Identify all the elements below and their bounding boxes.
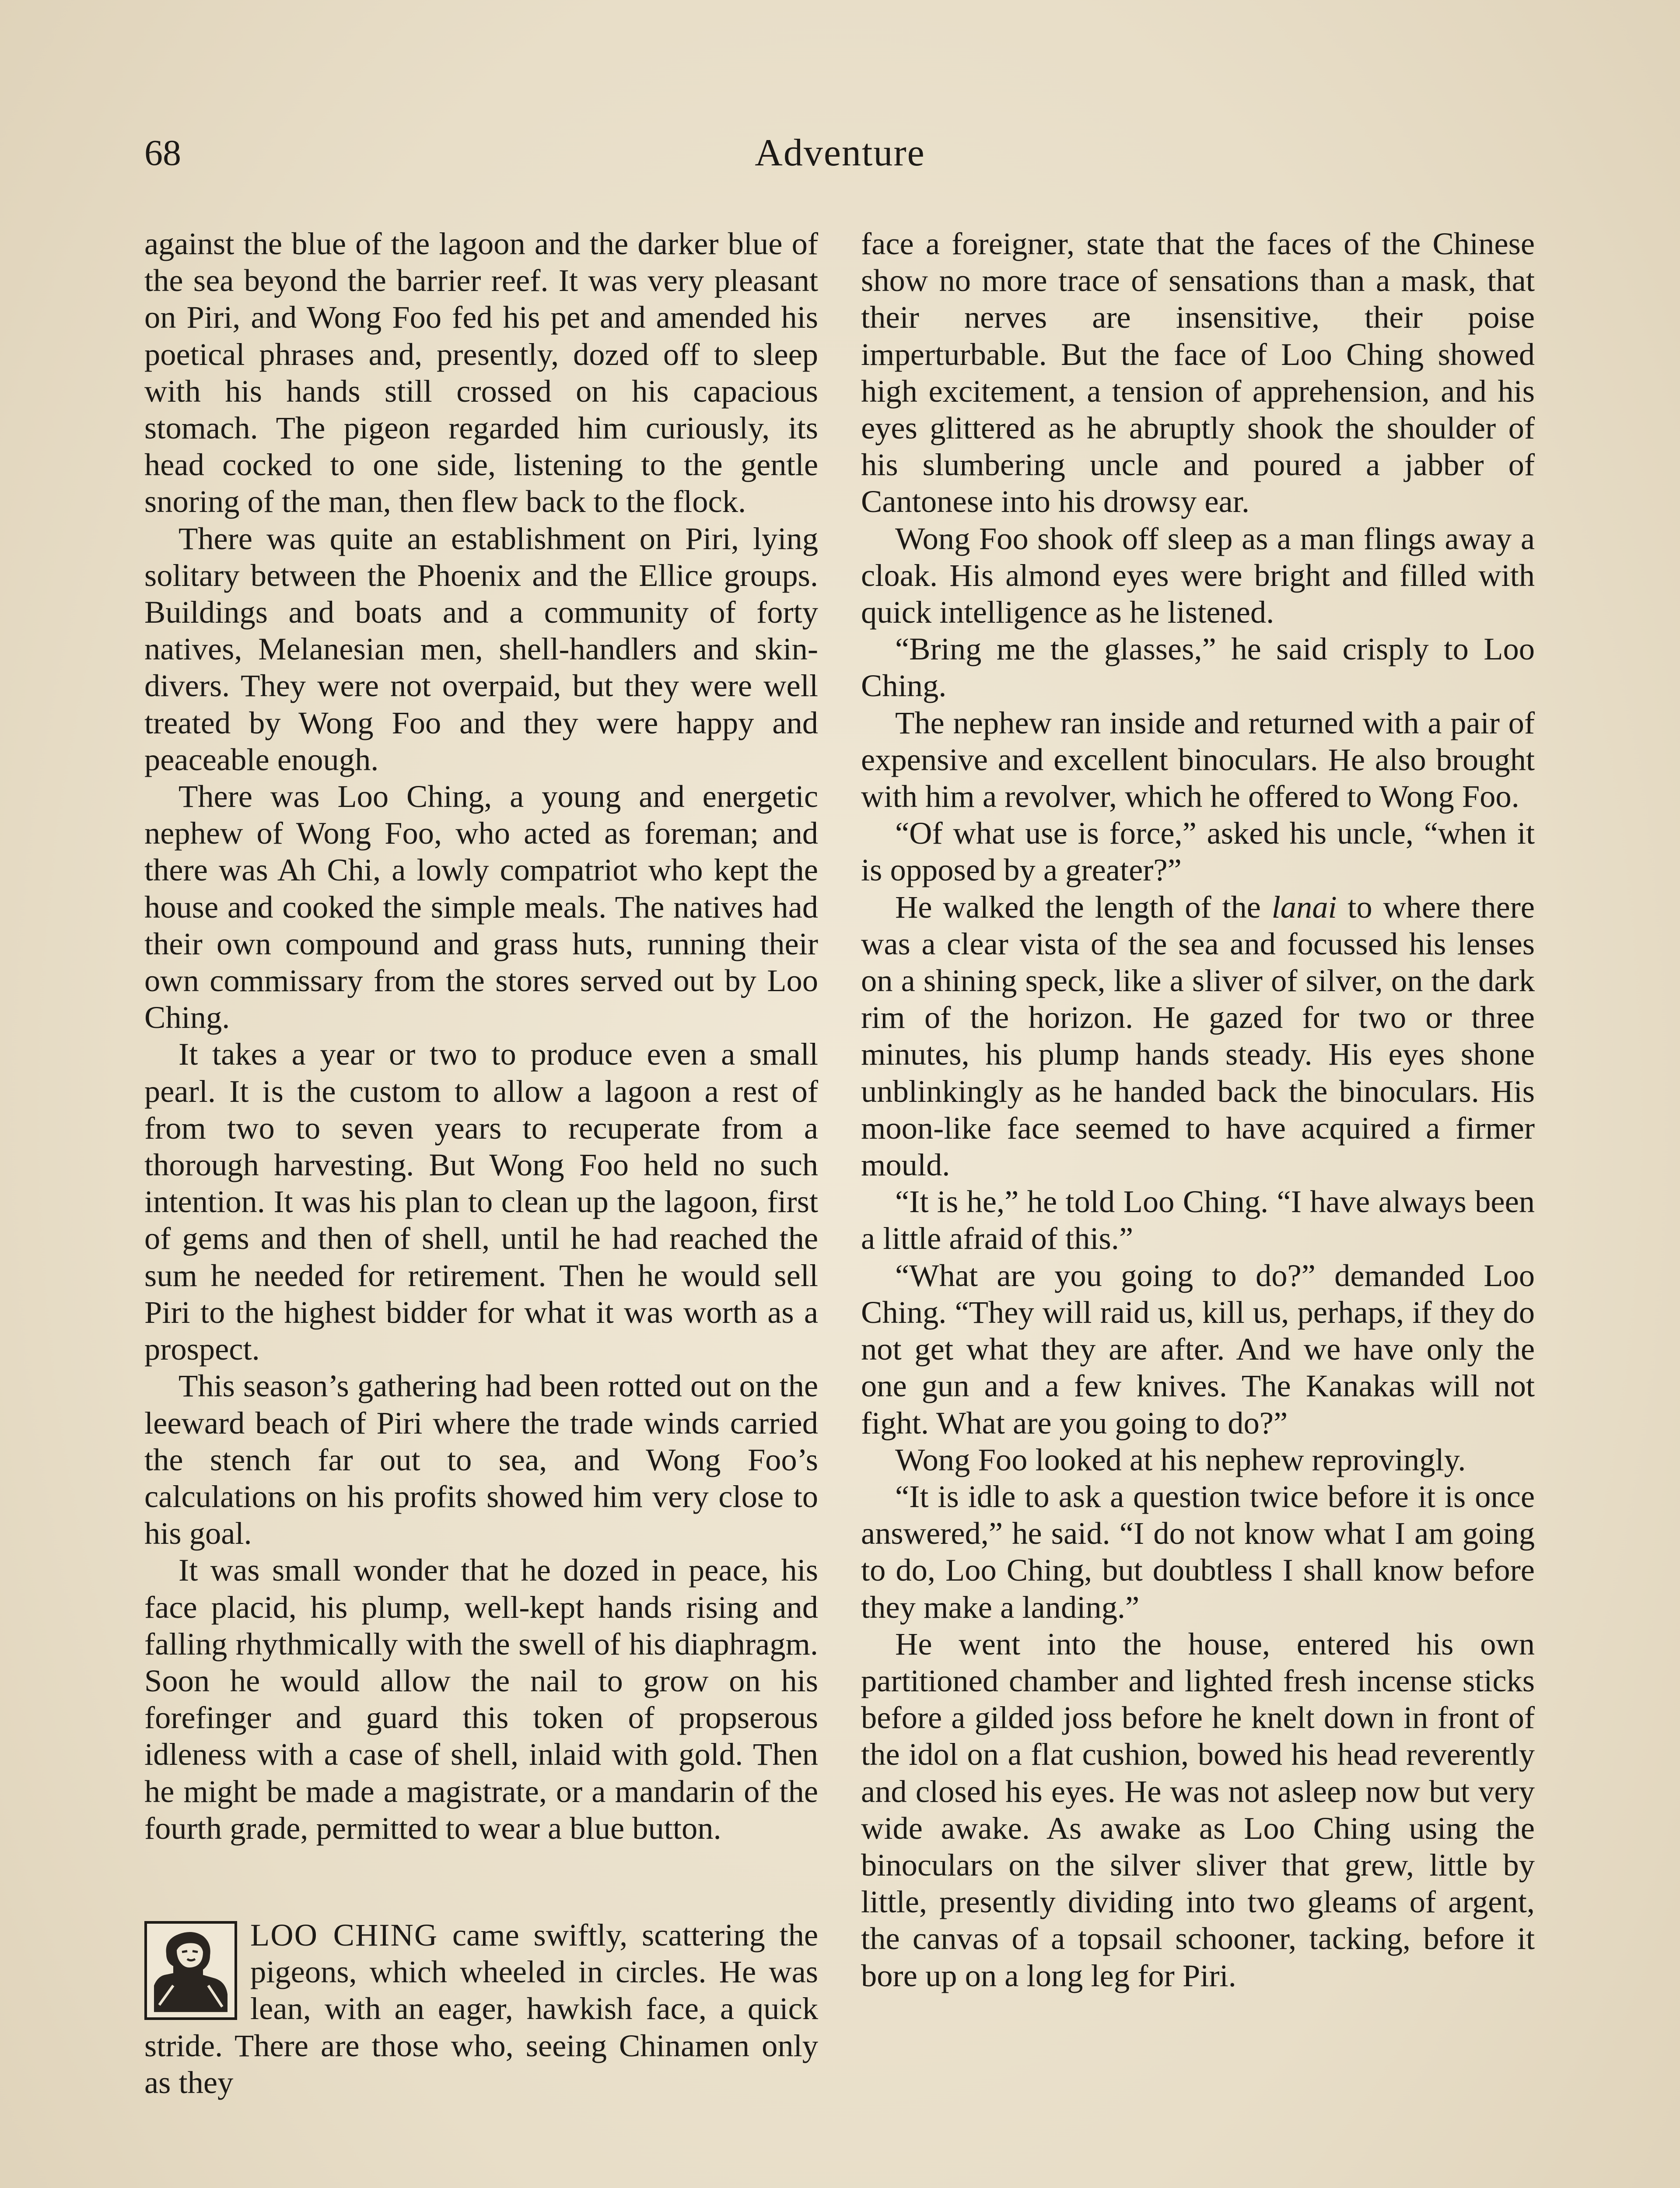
paragraph [861,889,1535,1184]
page-number: 68 [144,133,181,173]
paragraph: “It is idle to ask a question twice before it is once answered,” he said. “I do not know what I am going to do, Loo Ching, but doubtless I shall know before they make a landing.” [861,1478,1535,1625]
paragraph: “What are you going to do?” demanded Loo Ching. “They will raid us, kill us, perhaps, if they do not get what they are after. And we have only the one gun and a few knives. The Kanakas will not fight. What are you going to do?” [861,1257,1535,1441]
paragraph: Wong Foo shook off sleep as a man flings away a cloak. His almond eyes were bright and filled with quick intelligence as he listened. [861,520,1535,630]
text-run: He walked the length of the [895,889,1272,925]
paragraph: Wong Foo looked at his nephew reprovingly. [895,1441,1466,1477]
section-opening-paragraph [144,1917,818,2101]
italic-word: lanai [1271,889,1337,925]
running-title: Adventure [755,132,925,174]
paragraph: This season’s gathering had been rotted out on the leeward beach of Piri where the trade winds carried the stench far out to sea, and Wong Foo’s calculations on his profits showed him very close to his goal. [144,1368,818,1551]
paragraph: face a foreigner, state that the faces of the Chinese show no more trace of sensations than a mask, that their nerves are insensitive, their poise imperturbable. But the face of Loo Ching showed high excitement, a tension of apprehension, and his eyes glittered as he abruptly shook the shoulder of his slumbering uncle and poured a jabber of Cantonese into his drowsy ear. [861,226,1535,519]
right-column [861,225,1535,1994]
paragraph: The nephew ran inside and returned with a pair of expensive and excellent binoculars. He also brought with him a revolver, which he offered to Wong Foo. [861,705,1535,814]
portrait-vignette-icon [144,1921,237,2020]
paragraph: “It is he,” he told Loo Ching. “I have always been a little afraid of this.” [861,1184,1535,1256]
paragraph: It was small wonder that he dozed in peace, his face placid, his plump, well-kept hands rising and falling rhythmically with the swell of his diaphragm. Soon he would allow the nail to grow on his forefinger and guard this token of propserous idleness with a case of shell, inlaid with gold. Then he might be made a magistrate, or a mandarin of the fourth grade, permitted to wear a blue button. [144,1552,818,1846]
paragraph: He went into the house, entered his own partitioned chamber and lighted fresh incense sticks before a gilded joss before he knelt down in front of the idol on a flat cushion, bowed his head reverently and closed his eyes. He was not asleep now but very wide awake. As awake as Loo Ching using the binoculars on the silver sliver that grew, little by little, presently dividing into two gleams of argent, the canvas of a topsail schooner, tacking, before it bore up on a long leg for Piri. [861,1626,1535,1993]
section-text: came swiftly, scattering the pigeons, which wheeled in circles. He was lean, with an eager, hawkish face, a quick stride. There are those who, seeing Chinamen only as they [144,1917,818,2100]
paragraph: “Of what use is force,” asked his uncle, “when it is opposed by a greater?” [861,815,1535,888]
paragraph: “Bring me the glasses,” he said crisply to Loo Ching. [861,631,1535,704]
paragraph: against the blue of the lagoon and the darker blue of the sea beyond the barrier reef. It was very pleasant on Piri, and Wong Foo fed his pet and amended his poetical phrases and, presently, dozed off to sleep with his hands still crossed on his capacious stomach. The pigeon regarded him curiously, its head cocked to one side, listening to the gentle snoring of the man, then flew back to the flock. [144,226,818,519]
section-lead-in: LOO CHING [250,1917,438,1953]
paragraph: There was Loo Ching, a young and energetic nephew of Wong Foo, who acted as foreman; and there was Ah Chi, a lowly compatriot who kept the house and cooked the simple meals. The natives had their own compound and grass huts, running their own commissary from the stores served out by Loo Ching. [144,778,818,1035]
page-header [144,129,1536,195]
text-run: to where there was a clear vista of the sea and focussed his lenses on a shining speck, like a sliver of silver, on the dark rim of the horizon. He gazed for two or three minutes, his plump hands steady. His eyes shone unblinkingly as he handed back the binoculars. His moon-like face seemed to have acquired a firmer mould. [861,889,1535,1183]
left-column [144,225,818,2101]
paragraph: It takes a year or two to produce even a small pearl. It is the custom to allow a lagoon a rest of from two to seven years to recuperate from a thorough harvesting. But Wong Foo held no such intention. It was his plan to clean up the lagoon, first of gems and then of shell, until he had reached the sum he needed for retirement. Then he would sell Piri to the highest bidder for what it was worth as a prospect. [144,1036,818,1367]
paragraph: There was quite an establishment on Piri, lying solitary between the Phoenix and the Ellice groups. Buildings and boats and a community of forty natives, Melanesian men, shell-handlers and skin-divers. They were not overpaid, but they were well treated by Wong Foo and they were happy and peaceable enough. [144,520,818,777]
